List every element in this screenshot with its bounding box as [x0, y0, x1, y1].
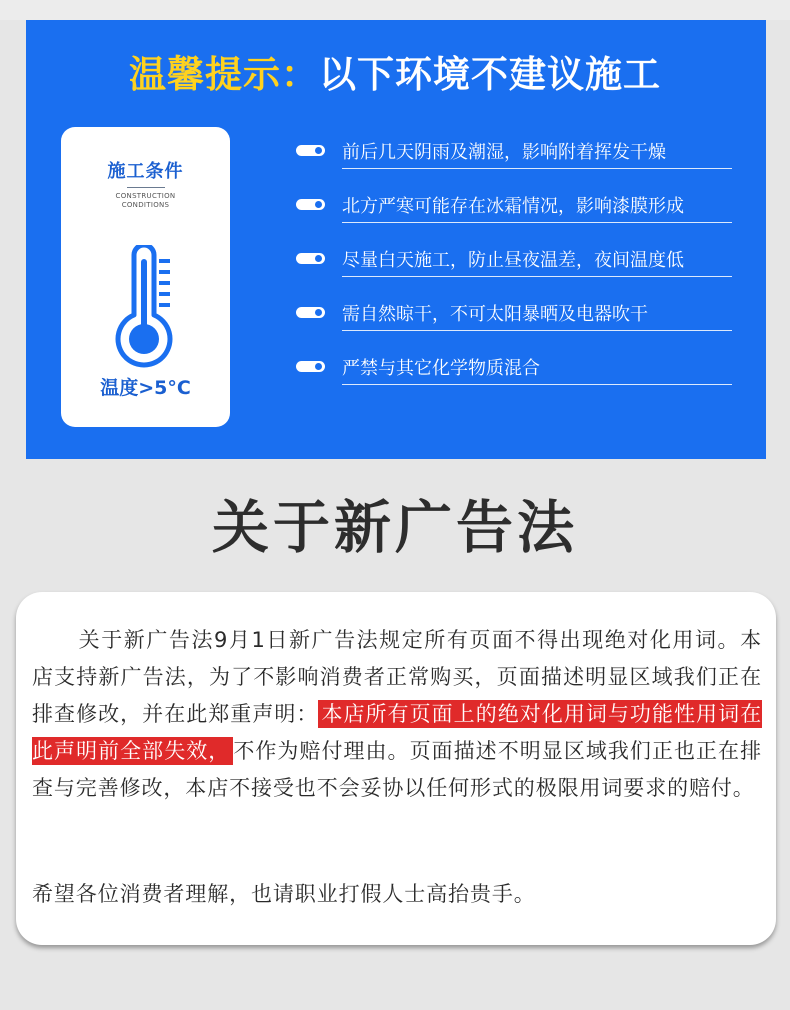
toggle-bullet-icon	[296, 307, 325, 318]
condition-temperature: 温度>5°C	[100, 377, 191, 399]
condition-card-subtitle-line1: CONSTRUCTION	[115, 192, 176, 200]
condition-card	[61, 127, 230, 427]
tip-text: 严禁与其它化学物质混合	[342, 358, 540, 379]
banner-heading-prefix: 温馨提示：	[129, 53, 319, 96]
tip-item	[296, 182, 736, 222]
toggle-bullet-icon	[296, 253, 325, 264]
tip-item	[296, 236, 736, 276]
notice-card	[16, 592, 776, 945]
notice-highlight: 本店所有页面上的绝对化用词与功能性用词在此声明前全部失效，	[32, 702, 763, 763]
thermometer-icon	[110, 245, 180, 369]
condition-card-divider	[127, 187, 165, 188]
notice-body-after: 不作为赔付理由。页面描述不明显区域我们正也正在排查与完善修改，本店不接受也不会妥协以任何形式的极限用词要求的赔付。	[32, 739, 762, 800]
banner-heading-main: 以下环境不建议施工	[319, 53, 661, 96]
tip-text: 北方严寒可能存在冰霜情况，影响漆膜形成	[342, 196, 684, 217]
toggle-bullet-icon	[296, 361, 325, 372]
notice-closing: 希望各位消费者理解，也请职业打假人士高抬贵手。	[32, 882, 536, 906]
tip-underline	[342, 384, 732, 385]
tip-underline	[342, 168, 732, 169]
tip-item	[296, 128, 736, 168]
condition-card-title: 施工条件	[107, 161, 184, 182]
tip-text: 尽量白天施工，防止昼夜温差，夜间温度低	[342, 250, 684, 271]
toggle-bullet-icon	[296, 199, 325, 210]
notice-body	[32, 622, 762, 807]
tip-item	[296, 344, 736, 384]
toggle-bullet-icon	[296, 145, 325, 156]
section-title: 关于新广告法	[212, 495, 578, 561]
notice-body-before: 关于新广告法9月1日新广告法规定所有页面不得出现绝对化用词。本店支持新广告法，为了不影响消费者正常购买，页面描述明显区域我们正在排查修改，并在此郑重声明：	[32, 628, 762, 726]
tip-item	[296, 290, 736, 330]
tip-underline	[342, 276, 732, 277]
tip-underline	[342, 222, 732, 223]
tip-text: 前后几天阴雨及潮湿，影响附着挥发干燥	[342, 142, 666, 163]
tip-text: 需自然晾干，不可太阳暴晒及电器吹干	[342, 304, 648, 325]
condition-card-subtitle-line2: CONDITIONS	[121, 201, 170, 209]
banner-heading	[0, 44, 790, 98]
top-strip	[0, 0, 790, 20]
condition-card-subtitle	[61, 192, 230, 210]
tip-underline	[342, 330, 732, 331]
